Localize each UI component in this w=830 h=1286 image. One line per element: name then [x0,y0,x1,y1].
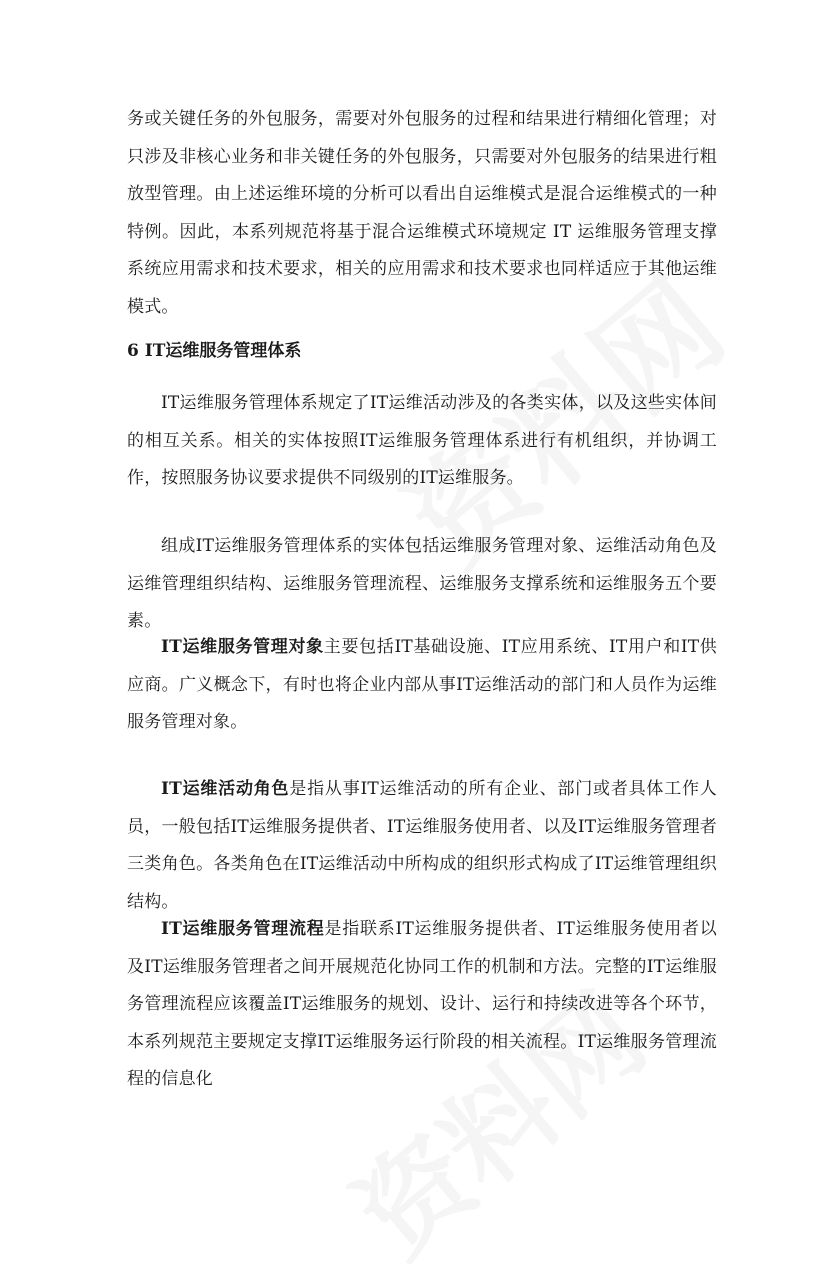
intro-paragraph: 务或关键任务的外包服务，需要对外包服务的过程和结果进行精细化管理；对只涉及非核心业务和非关键任务的外包服务，只需要对外包服务的结果进行粗放型管理。由上述运维环境的分析可以看出自运维模式是混合运维模式的一种特例。因此，本系列规范将基于混合运维模式环境规定 IT 运维服务管理支撑系统应用需求和技术要求，相关的应用需求和技术要求也同样适应于其他运维模式。 [127,109,717,317]
section-heading: 6 IT运维服务管理体系 [127,341,302,361]
term-management-object: IT运维服务管理对象 [161,637,324,657]
paragraph-1: IT运维服务管理体系规定了IT运维活动涉及的各类实体，以及这些实体间的相互关系。相关的实体按照IT运维服务管理体系进行有机组织，并协调工作，按照服务协议要求提供不同级别的IT运维服务。 [127,393,717,488]
paragraph-4 [127,771,717,921]
term-management-process: IT运维服务管理流程 [161,919,325,939]
paragraph-4-text: 是指从事IT运维活动的所有企业、部门或者具体工作人员，一般包括IT运维服务提供者、IT运维服务使用者、以及IT运维服务管理者三类角色。各类角色在IT运维活动中所构成的组织形式构成了IT运维管理组织结构。 [127,779,717,912]
paragraph-5-text: 是指联系IT运维服务提供者、IT运维服务使用者以及IT运维服务管理者之间开展规范化协同工作的机制和方法。完整的IT运维服务管理流程应该覆盖IT运维服务的规划、设计、运行和持续改进等各个环节，本系列规范主要规定支撑IT运维服务运行阶段的相关流程。IT运维服务管理流程的信息化 [127,919,717,1089]
paragraph-5 [127,911,717,1099]
paragraph-3 [127,629,717,742]
paragraph-3-text: 主要包括IT基础设施、IT应用系统、IT用户和IT供应商。广义概念下，有时也将企业内部从事IT运维活动的部门和人员作为运维服务管理对象。 [127,637,717,732]
paragraph-2: 组成IT运维服务管理体系的实体包括运维服务管理对象、运维活动角色及运维管理组织结构、运维服务管理流程、运维服务支撑系统和运维服务五个要素。 [127,536,717,631]
term-activity-role: IT运维活动角色 [161,779,290,799]
